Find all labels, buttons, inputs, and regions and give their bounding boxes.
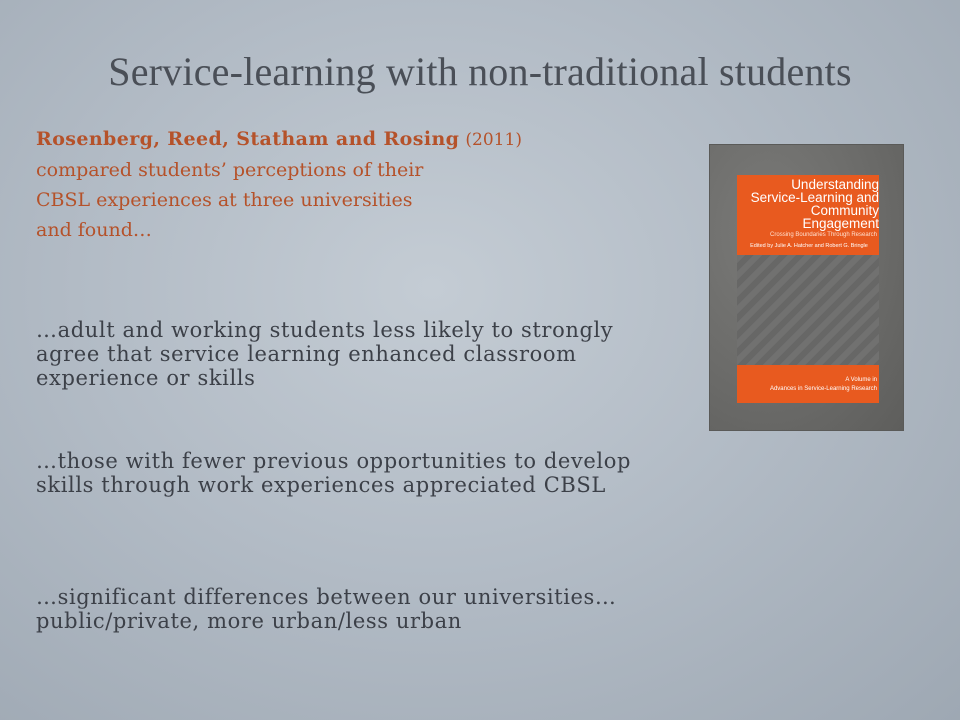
book-cover-art [737, 255, 879, 365]
book-cover-panel [737, 175, 879, 403]
finding-1: …adult and working students less likely to strongly agree that service learning enhanced classroom experience or skills [36, 318, 614, 390]
slide-title: Service-learning with non-traditional students [108, 49, 852, 94]
year: (2011) [465, 130, 522, 150]
finding-3: …significant differences between our universities…public/private, more urban/less urban [36, 585, 617, 633]
intro-line-3: CBSL experiences at three universities [36, 189, 413, 211]
intro-line-1 [36, 124, 676, 155]
book-series-line-2: Advances in Service-Learning Research [769, 386, 877, 392]
book-series-line-1: A Volume in [845, 377, 877, 383]
intro-line-2: compared students’ perceptions of their [36, 159, 424, 181]
finding-2: …those with fewer previous opportunities to develop skills through work experiences appreciated CBSL [36, 449, 632, 497]
book-cover-image [710, 145, 903, 430]
book-subtitle: Crossing Boundaries Through Research [770, 232, 877, 238]
book-editors: Edited by Julie A. Hatcher and Robert G. Bringle [750, 243, 868, 249]
book-title: Understanding Service-Learning and Community Engagement [750, 177, 879, 231]
intro-line-4: and found… [36, 219, 152, 241]
intro-text [36, 124, 676, 245]
authors: Rosenberg, Reed, Statham and Rosing [36, 128, 460, 150]
